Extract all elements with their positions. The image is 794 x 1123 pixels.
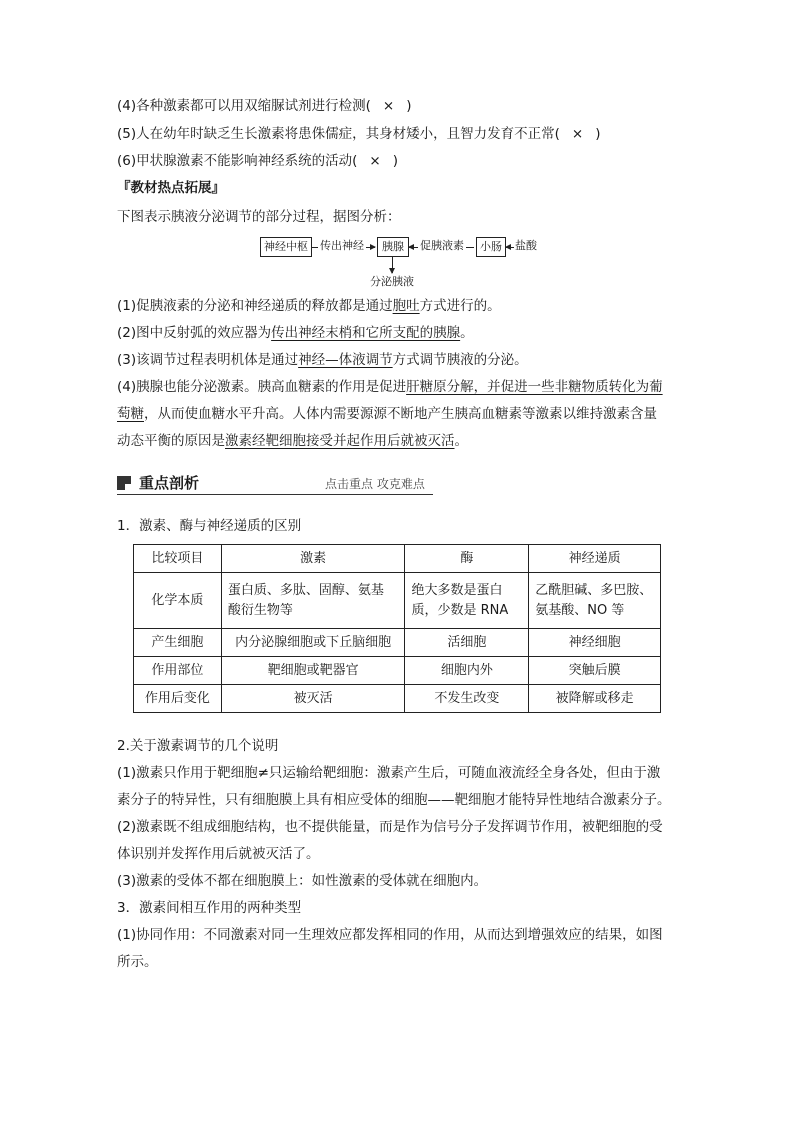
wrong-mark: × — [369, 153, 381, 169]
table-row — [134, 573, 661, 629]
label-secretin: 促胰液素 — [420, 239, 464, 252]
analysis-1: (1)促胰液素的分泌和神经递质的释放都是通过胞吐方式进行的。 — [117, 298, 501, 314]
box-pancreas: 胰腺 — [377, 237, 409, 257]
section-icon — [117, 476, 131, 490]
point-3-p1-line2: 所示。 — [117, 954, 158, 970]
point-2-p2-line1: (2)激素既不组成细胞结构，也不提供能量，而是作为信号分子发挥调节作用，被靶细胞的受 — [117, 819, 663, 835]
item-6: (6)甲状腺激素不能影响神经系统的活动( × ) — [117, 153, 398, 169]
table-cell: 被降解或移走 — [529, 685, 661, 713]
wrong-mark: × — [571, 126, 584, 142]
table-row — [134, 629, 661, 657]
diagram-intro: 下图表示胰液分泌调节的部分过程，据图分析： — [117, 209, 401, 225]
table-header-row — [134, 545, 661, 573]
analysis-3: (3)该调节过程表明机体是通过神经—体液调节方式调节胰液的分泌。 — [117, 352, 528, 368]
point-2-p2-line2: 体识别并发挥作用后就被灭活了。 — [117, 846, 320, 862]
box-small-intestine: 小肠 — [476, 237, 506, 257]
point-1-heading: 1．激素、酶与神经递质的区别 — [117, 518, 302, 534]
table-row — [134, 657, 661, 685]
table-cell: 靶细胞或靶器官 — [221, 657, 405, 685]
table-row — [134, 685, 661, 713]
table-cell: 乙酰胆碱、多巴胺、 氨基酸、NO 等 — [529, 573, 661, 629]
table-cell: 不发生改变 — [405, 685, 529, 713]
table-header-cell: 酶 — [405, 545, 529, 573]
point-3-p1-line1: (1)协同作用：不同激素对同一生理效应都发挥相同的作用，从而达到增强效应的结果，如图 — [117, 927, 663, 943]
table-cell: 化学本质 — [134, 573, 222, 629]
table-cell: 蛋白质、多肽、固醇、氨基 酸衍生物等 — [221, 573, 405, 629]
table-cell: 突触后膜 — [529, 657, 661, 685]
analysis-2: (2)图中反射弧的效应器为传出神经末梢和它所支配的胰腺。 — [117, 325, 474, 341]
section-title: 重点剖析 — [139, 474, 200, 492]
table-cell: 绝大多数是蛋白 质，少数是 RNA — [405, 573, 529, 629]
point-2-p1-line2: 素分子的特异性，只有细胞膜上具有相应受体的细胞——靶细胞才能特异性地结合激素分子。 — [117, 792, 671, 808]
table-cell: 神经细胞 — [529, 629, 661, 657]
table-cell: 产生细胞 — [134, 629, 222, 657]
table-cell: 细胞内外 — [405, 657, 529, 685]
section-rule — [117, 494, 433, 495]
item-4: (4)各种激素都可以用双缩脲试剂进行检测( × ) — [117, 98, 412, 114]
table-header-cell: 神经递质 — [529, 545, 661, 573]
analysis-4-line3: 动态平衡的原因是激素经靶细胞接受并起作用后就被灭活。 — [117, 433, 468, 449]
point-3-heading: 3．激素间相互作用的两种类型 — [117, 900, 302, 916]
table-cell: 作用后变化 — [134, 685, 222, 713]
section-subtitle: 点击重点 攻克难点 — [325, 477, 425, 491]
label-efferent-nerve: 传出神经 — [320, 239, 364, 252]
extension-heading: 『教材热点拓展』 — [117, 180, 225, 196]
point-2-p3: (3)激素的受体不都在细胞膜上：如性激素的受体就在细胞内。 — [117, 873, 488, 889]
comparison-table — [133, 544, 661, 713]
label-hcl: 盐酸 — [515, 239, 537, 252]
arrow-secrete — [392, 257, 393, 273]
table-cell: 内分泌腺细胞或下丘脑细胞 — [221, 629, 405, 657]
table-cell: 作用部位 — [134, 657, 222, 685]
analysis-4-line1: (4)胰腺也能分泌激素。胰高血糖素的作用是促进肝糖原分解，并促进一些非糖物质转化为葡 — [117, 379, 663, 395]
analysis-4-line2: 萄糖，从而使血糖水平升高。人体内需要源源不断地产生胰高血糖素等激素以维持激素含量 — [117, 406, 657, 422]
table-header-cell: 激素 — [221, 545, 405, 573]
wrong-mark: × — [382, 98, 395, 114]
point-2-heading: 2.关于激素调节的几个说明 — [117, 738, 279, 754]
item-5: (5)人在幼年时缺乏生长激素将患侏儒症，其身材矮小，且智力发育不正常( × ) — [117, 126, 601, 142]
table-cell: 活细胞 — [405, 629, 529, 657]
label-secrete-pancreatic-juice: 分泌胰液 — [370, 275, 414, 288]
table-header-cell: 比较项目 — [134, 545, 222, 573]
point-2-p1-line1: (1)激素只作用于靶细胞≠只运输给靶细胞：激素产生后，可随血液流经全身各处，但由于激 — [117, 765, 661, 781]
table-cell: 被灭活 — [221, 685, 405, 713]
box-nerve-center: 神经中枢 — [260, 237, 312, 257]
